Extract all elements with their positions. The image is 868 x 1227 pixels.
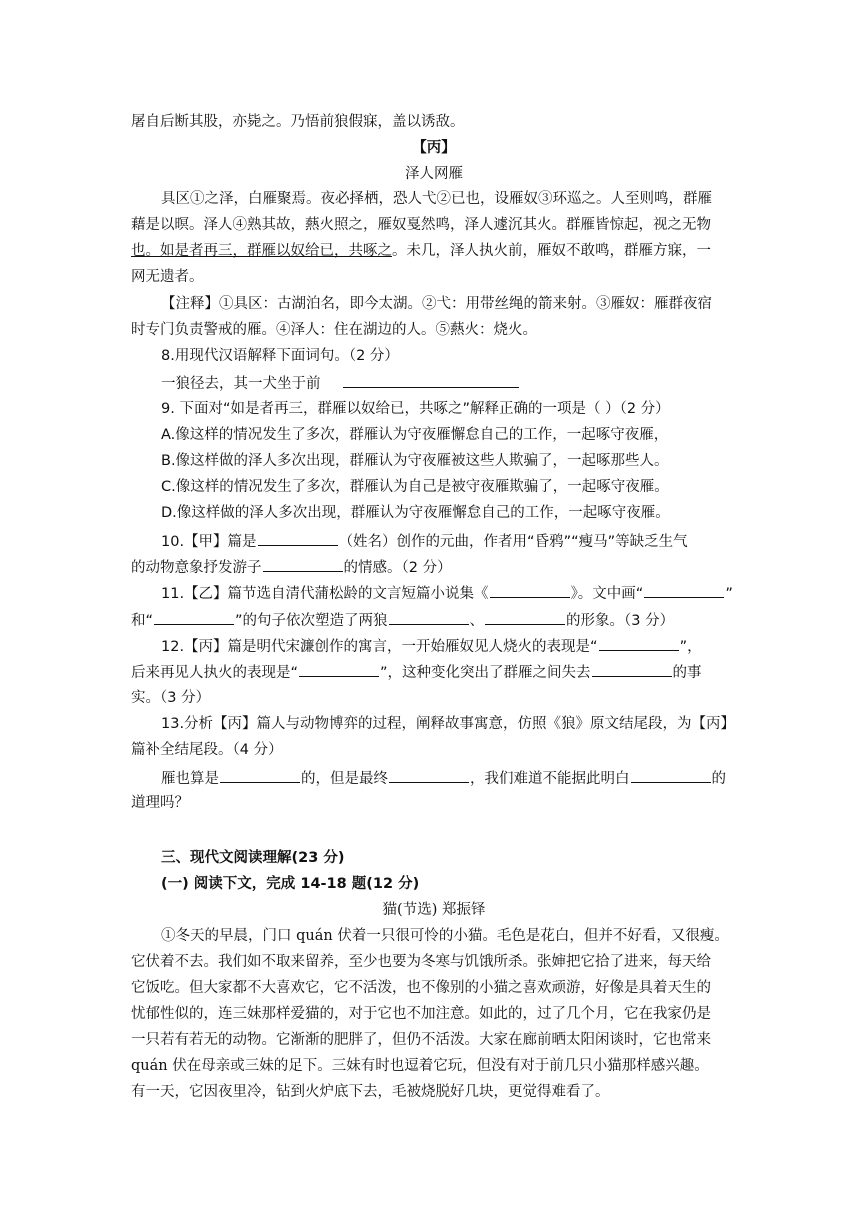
question-13-end: 道理吗？ (131, 795, 189, 811)
text-line: 它饭吃。但大家都不大喜欢它，它不活泼，也不像别的小猫之喜欢顽游，好像是具着天生的 (131, 980, 711, 996)
question-11-cont: 和“ ”的句子依次塑造了两狼 、 的形象。（3 分） (131, 609, 674, 631)
question-12: 12.【丙】篇是明代宋濂创作的寓言，一开始雁奴见人烧火的表现是“ ”， (161, 635, 702, 657)
text-line: 有一天，它因夜里冷，钻到火炉底下去，毛被烧脱好几块，更觉得难看了。 (131, 1084, 610, 1100)
answer-blank[interactable] (599, 635, 679, 651)
question-10: 10.【甲】篇是 （姓名）创作的元曲，作者用“昏鸦”“瘦马”等缺乏生气 (161, 530, 688, 552)
text-line: 一只若有若无的动物。它渐渐的肥胖了，但仍不活泼。大家在廊前晒太阳闲谈时，它也常来 (131, 1032, 711, 1048)
text-line: 也。如是者再三，群雁以奴给已，共啄之。未几，泽人执火前，雁奴不敢鸣，群雁方寐，一 (131, 243, 711, 259)
answer-blank[interactable] (154, 609, 234, 625)
text-line: 藉是以暝。泽人④熟其故，爇火照之，雁奴戛然鸣，泽人遽沉其火。群雁皆惊起，视之无物 (131, 217, 711, 233)
text-line: 网无遗者。 (131, 269, 204, 285)
option-d[interactable]: D.像这样做的泽人多次出现，群雁认为守夜雁懈怠自己的工作，一起啄守夜雁。 (161, 505, 670, 521)
answer-blank[interactable] (389, 767, 469, 783)
note-line: 【注释】①具区：古湖泊名，即今太湖。②弋：用带丝绳的箭来射。③雁奴：雁群夜宿 (161, 296, 712, 312)
question-13: 13.分析【丙】篇人与动物博弈的过程，阐释故事寓意，仿照《狼》原文结尾段，为【丙】 (161, 716, 736, 732)
answer-blank[interactable] (490, 582, 570, 598)
question-9: 9. 下面对“如是者再三，群雁以奴给已，共啄之”解释正确的一项是（ ）（2 分） (161, 401, 670, 417)
question-13-cont: 篇补全结尾段。（4 分） (131, 742, 283, 758)
article-title: 猫(节选) 郑振铎 (382, 902, 486, 918)
section-heading-3: 三、现代文阅读理解(23 分) (161, 850, 345, 866)
text-line: ①冬天的早晨，门口 quán 伏着一只很可怜的小猫。毛色是花白，但并不好看，又很瘦。 (161, 928, 729, 944)
text-line: 忧郁性似的，连三妹那样爱猫的，对于它也不加注意。如此的，过了几个月，它在我家仍是 (131, 1006, 711, 1022)
question-13-fill: 雁也算是 的，但是最终 ，我们难道不能据此明白 的 (161, 767, 726, 789)
answer-blank[interactable] (592, 661, 672, 677)
option-a[interactable]: A.像这样的情况发生了多次，群雁认为守夜雁懈怠自己的工作，一起啄守夜雁， (161, 427, 669, 443)
text-line: 它伏着不去。我们如不取来留养，至少也要为冬寒与饥饿所杀。张婶把它拾了进来，每天给 (131, 954, 711, 970)
question-11: 11.【乙】篇节选自清代蒲松龄的文言短篇小说集《 》。文中画“ ” (161, 582, 733, 604)
answer-blank[interactable] (299, 661, 379, 677)
subsection-heading: (一) 阅读下文，完成 14-18 题(12 分) (161, 876, 420, 892)
answer-blank[interactable] (644, 582, 724, 598)
note-line: 时专门负责警戒的雁。④泽人：住在湖边的人。⑤爇火：烧火。 (131, 322, 537, 338)
text-line: quán 伏在母亲或三妹的足下。三妹有时也逗着它玩，但没有对于前几只小猫那样感兴趣。 (131, 1058, 709, 1074)
text-line: 具区①之泽，白雁聚焉。夜必择栖，恐人弋②已也，设雁奴③环巡之。人至则鸣，群雁 (161, 191, 712, 207)
passage-title: 泽人网雁 (405, 166, 463, 182)
option-b[interactable]: B.像这样做的泽人多次出现，群雁认为守夜雁被这些人欺骗了，一起啄那些人。 (161, 453, 669, 469)
question-8-item: 一狼径去，其一犬坐于前 (161, 372, 520, 394)
underlined-sentence: 也。如是者再三，群雁以奴给已，共啄之 (131, 243, 392, 259)
answer-blank[interactable] (485, 609, 565, 625)
answer-blank[interactable] (258, 530, 338, 546)
text-line: 屠自后断其股，亦毙之。乃悟前狼假寐，盖以诱敌。 (131, 114, 465, 130)
answer-blank[interactable] (631, 767, 711, 783)
answer-blank[interactable] (263, 556, 343, 572)
answer-blank[interactable] (220, 767, 300, 783)
question-12-cont: 后来再见人执火的表现是“ ”，这种变化突出了群雁之间失去 的事 (131, 661, 702, 683)
option-c[interactable]: C.像这样的情况发生了多次，群雁认为自己是被守夜雁欺骗了，一起啄守夜雁。 (161, 479, 669, 495)
answer-blank[interactable] (343, 372, 519, 388)
section-heading-bing: 【丙】 (412, 140, 456, 156)
question-8: 8.用现代汉语解释下面词句。（2 分） (161, 348, 399, 364)
answer-blank[interactable] (389, 609, 469, 625)
question-10-cont: 的动物意象抒发游子 的情感。（2 分） (131, 556, 452, 578)
question-12-end: 实。（3 分） (131, 690, 211, 706)
